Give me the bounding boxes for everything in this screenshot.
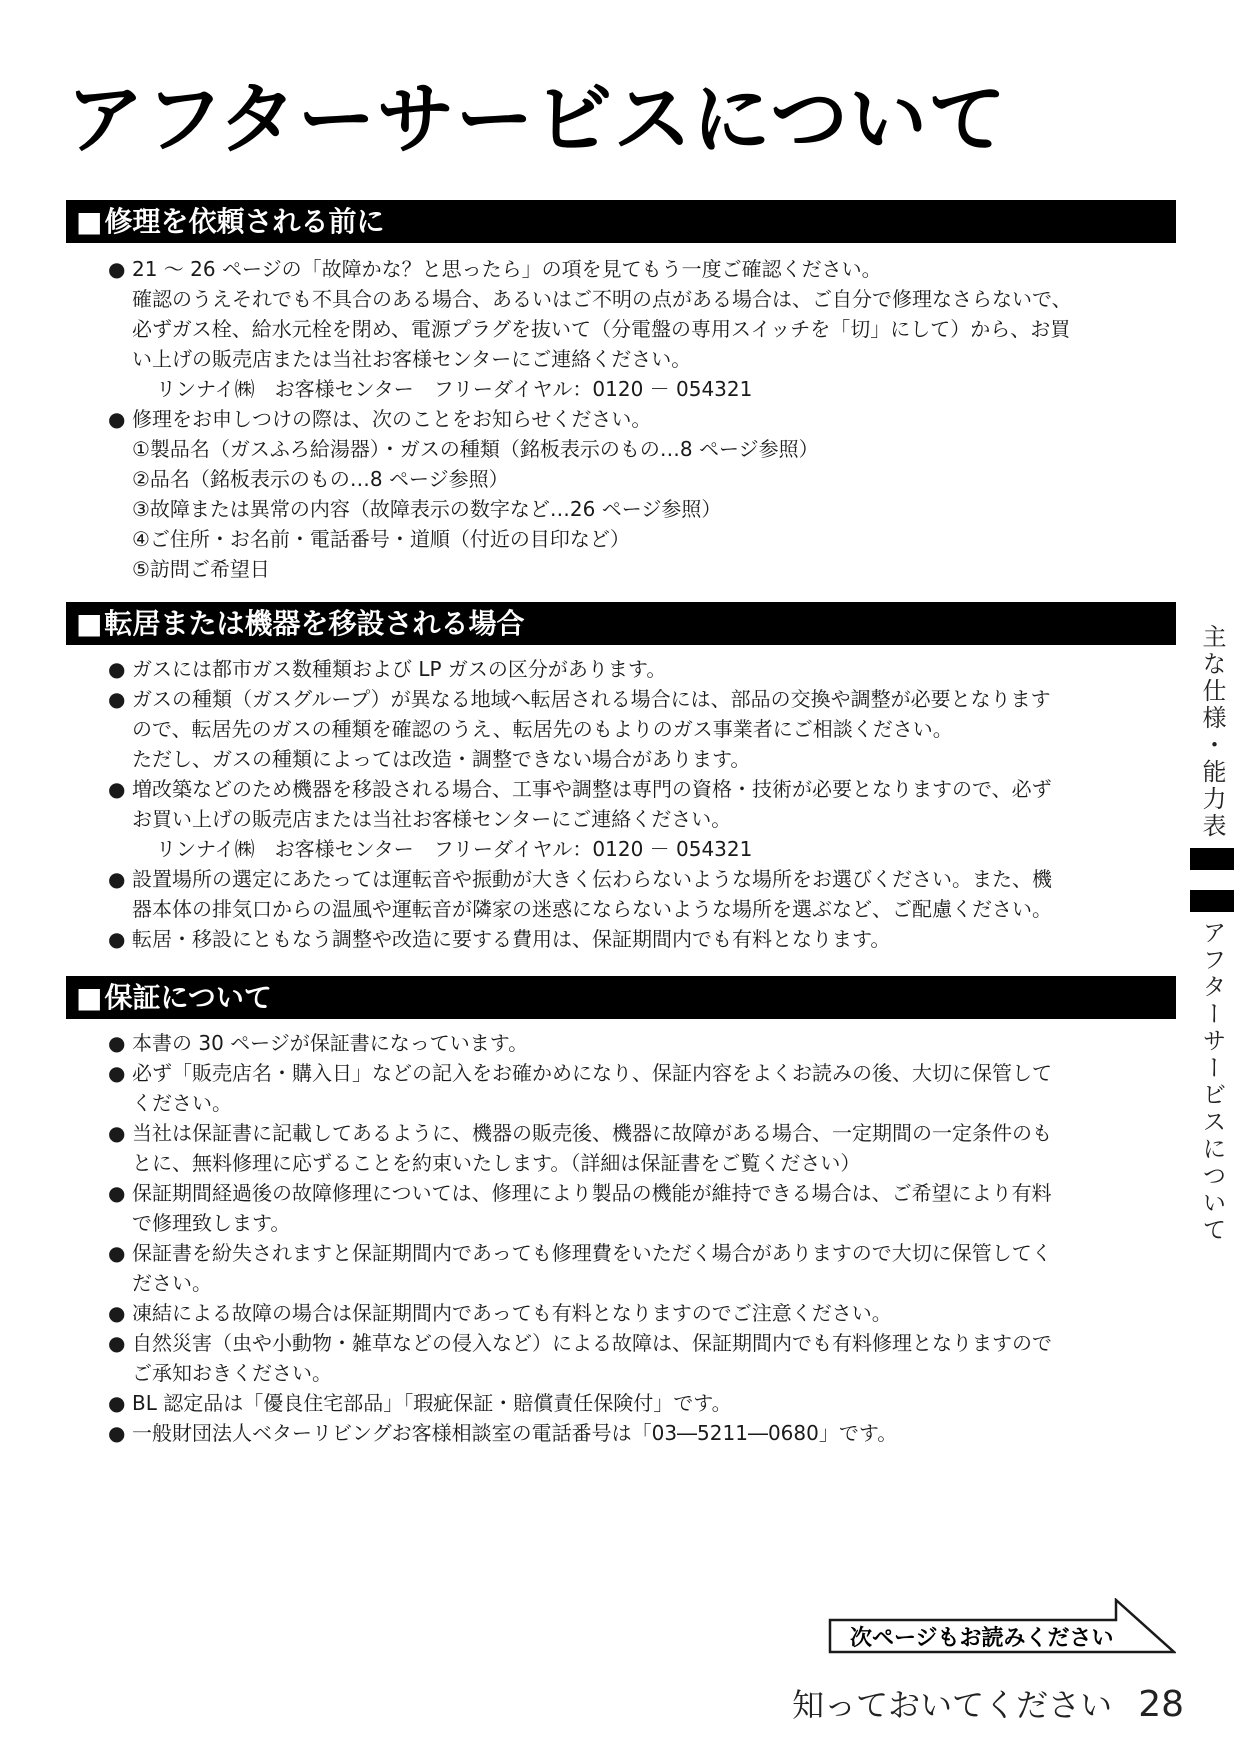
side-index-tab	[1190, 624, 1234, 1244]
bullet-icon: ●	[108, 1061, 126, 1085]
heading-square-icon: ■	[76, 607, 103, 640]
continuation-line: ②品名（銘板表示のもの…8 ページ参照）	[132, 467, 509, 491]
continuation-line: とに、無料修理に応ずることを約束いたします。（詳細は保証書をご覧ください）	[132, 1151, 861, 1175]
bullet-icon: ●	[108, 867, 126, 891]
bullet-item	[108, 654, 1180, 684]
bullet-item	[108, 1418, 1180, 1448]
continuation-line: ご承知おきください。	[132, 1361, 332, 1385]
bullet-text: BL 認定品は「優良住宅部品」「瑕疵保証・賠償責任保険付」です。	[132, 1391, 732, 1415]
next-page-note	[828, 1598, 1176, 1668]
bullet-text: 凍結による故障の場合は保証期間内であっても有料となりますのでご注意ください。	[132, 1301, 892, 1325]
continuation-line: 器本体の排気口からの温風や運転音が隣家の迷惑にならないような場所を選ぶなど、ご配慮ください。	[132, 897, 1052, 921]
bullet-text: 増改築などのため機器を移設される場合、工事や調整は専門の資格・技術が必要となりますので、必ず	[132, 777, 1052, 801]
bullet-icon: ●	[108, 1391, 126, 1415]
continuation-line: 必ずガス栓、給水元栓を閉め、電源プラグを抜いて（分電盤の専用スイッチを「切」にして）から、お買	[132, 317, 1071, 341]
continuation-line: ①製品名（ガスふろ給湯器）・ガスの種類（銘板表示のもの…8 ページ参照）	[132, 437, 819, 461]
contact-line: リンナイ㈱ お客様センター フリーダイヤル：0120 － 054321	[156, 837, 753, 861]
continuation-line: ⑤訪問ご希望日	[132, 557, 270, 581]
bullet-item	[108, 684, 1180, 714]
continuation-line: い上げの販売店または当社お客様センターにご連絡ください。	[132, 347, 692, 371]
bullet-item	[108, 1328, 1180, 1358]
section-heading-text: 転居または機器を移設される場合	[104, 607, 525, 640]
page-footer	[792, 1680, 1184, 1726]
bullet-text: 本書の 30 ページが保証書になっています。	[132, 1031, 529, 1055]
bullet-text: ガスの種類（ガスグループ）が異なる地域へ転居される場合には、部品の交換や調整が必要となります	[132, 687, 1051, 711]
continuation-line: ただし、ガスの種類によっては改造・調整できない場合があります。	[132, 747, 751, 771]
continuation-line: ④ご住所・お名前・電話番号・道順（付近の目印など）	[132, 527, 630, 551]
continuation-line: ください。	[132, 1091, 232, 1115]
bullet-icon: ●	[108, 1181, 126, 1205]
side-tab-bar	[1190, 890, 1234, 912]
bullet-text: 設置場所の選定にあたっては運転音や振動が大きく伝わらないような場所をお選びください。また、機	[132, 867, 1052, 891]
bullet-item	[108, 1178, 1180, 1208]
bullet-item	[108, 1028, 1180, 1058]
side-tab-bar	[1190, 848, 1234, 870]
bullet-text: 転居・移設にともなう調整や改造に要する費用は、保証期間内でも有料となります。	[132, 927, 891, 951]
bullet-text: 保証書を紛失されますと保証期間内であっても修理費をいただく場合がありますので大切に保管してく	[132, 1241, 1052, 1265]
page-number: 28	[1138, 1684, 1184, 1725]
bullet-item	[108, 1058, 1180, 1088]
continuation-line: 確認のうえそれでも不具合のある場合、あるいはご不明の点がある場合は、ご自分で修理なさらないで、	[132, 287, 1072, 311]
bullet-icon: ●	[108, 657, 126, 681]
bullet-text: 一般財団法人ベターリビングお客様相談室の電話番号は「03―5211―0680」です。	[132, 1421, 898, 1445]
footer-section-label: 知っておいてください	[792, 1686, 1113, 1724]
section-heading-warranty	[66, 976, 1176, 1019]
bullet-icon: ●	[108, 1301, 126, 1325]
continuation-line: ださい。	[132, 1271, 212, 1295]
bullet-text: 自然災害（虫や小動物・雑草などの侵入など）による故障は、保証期間内でも有料修理となりますので	[132, 1331, 1052, 1355]
heading-square-icon: ■	[76, 205, 103, 238]
bullet-text: 修理をお申しつけの際は、次のことをお知らせください。	[132, 407, 652, 431]
next-page-label: 次ページもお読みください	[850, 1626, 1114, 1651]
bullet-icon: ●	[108, 687, 126, 711]
bullet-item	[108, 254, 1180, 284]
section-body-warranty	[108, 1028, 1180, 1448]
bullet-icon: ●	[108, 927, 126, 951]
continuation-line: で修理致します。	[132, 1211, 291, 1235]
bullet-text: ガスには都市ガス数種類および LP ガスの区分があります。	[132, 657, 667, 681]
bullet-item	[108, 924, 1180, 954]
section-heading-repair	[66, 200, 1176, 243]
section-heading-text: 保証について	[104, 981, 272, 1014]
bullet-icon: ●	[108, 1121, 126, 1145]
bullet-icon: ●	[108, 407, 126, 431]
bullet-item	[108, 1388, 1180, 1418]
bullet-icon: ●	[108, 1331, 126, 1355]
heading-square-icon: ■	[76, 981, 103, 1014]
bullet-item	[108, 774, 1180, 804]
section-heading-relocation	[66, 602, 1176, 645]
bullet-icon: ●	[108, 1421, 126, 1445]
bullet-item	[108, 404, 1180, 434]
bullet-icon: ●	[108, 777, 126, 801]
bullet-item	[108, 1118, 1180, 1148]
bullet-icon: ●	[108, 257, 126, 281]
bullet-text: 当社は保証書に記載してあるように、機器の販売後、機器に故障がある場合、一定期間の一定条件のも	[132, 1121, 1052, 1145]
side-tab-upper-label: 主な仕様・能力表	[1198, 624, 1226, 840]
bullet-text: 必ず「販売店名・購入日」などの記入をお確かめになり、保証内容をよくお読みの後、大切に保管して	[132, 1061, 1052, 1085]
bullet-item	[108, 864, 1180, 894]
continuation-line: ③故障または異常の内容（故障表示の数字など…26 ページ参照）	[132, 497, 722, 521]
bullet-icon: ●	[108, 1241, 126, 1265]
bullet-text: 保証期間経過後の故障修理については、修理により製品の機能が維持できる場合は、ご希望により有料	[132, 1181, 1052, 1205]
side-tab-lower-label: アフターサービスについて	[1198, 920, 1226, 1244]
section-body-relocation	[108, 654, 1180, 954]
bullet-item	[108, 1238, 1180, 1268]
continuation-line: お買い上げの販売店または当社お客様センターにご連絡ください。	[132, 807, 732, 831]
continuation-line: ので、転居先のガスの種類を確認のうえ、転居先のもよりのガス事業者にご相談ください。	[132, 717, 953, 741]
bullet-item	[108, 1298, 1180, 1328]
contact-line: リンナイ㈱ お客様センター フリーダイヤル：0120 － 054321	[156, 377, 753, 401]
bullet-icon: ●	[108, 1031, 126, 1055]
page-title: アフターサービスについて	[66, 75, 1007, 165]
section-heading-text: 修理を依頼される前に	[104, 205, 385, 238]
bullet-text: 21 ～ 26 ページの「故障かな？と思ったら」の項を見てもう一度ご確認ください。	[132, 257, 882, 281]
section-body-repair	[108, 254, 1180, 584]
